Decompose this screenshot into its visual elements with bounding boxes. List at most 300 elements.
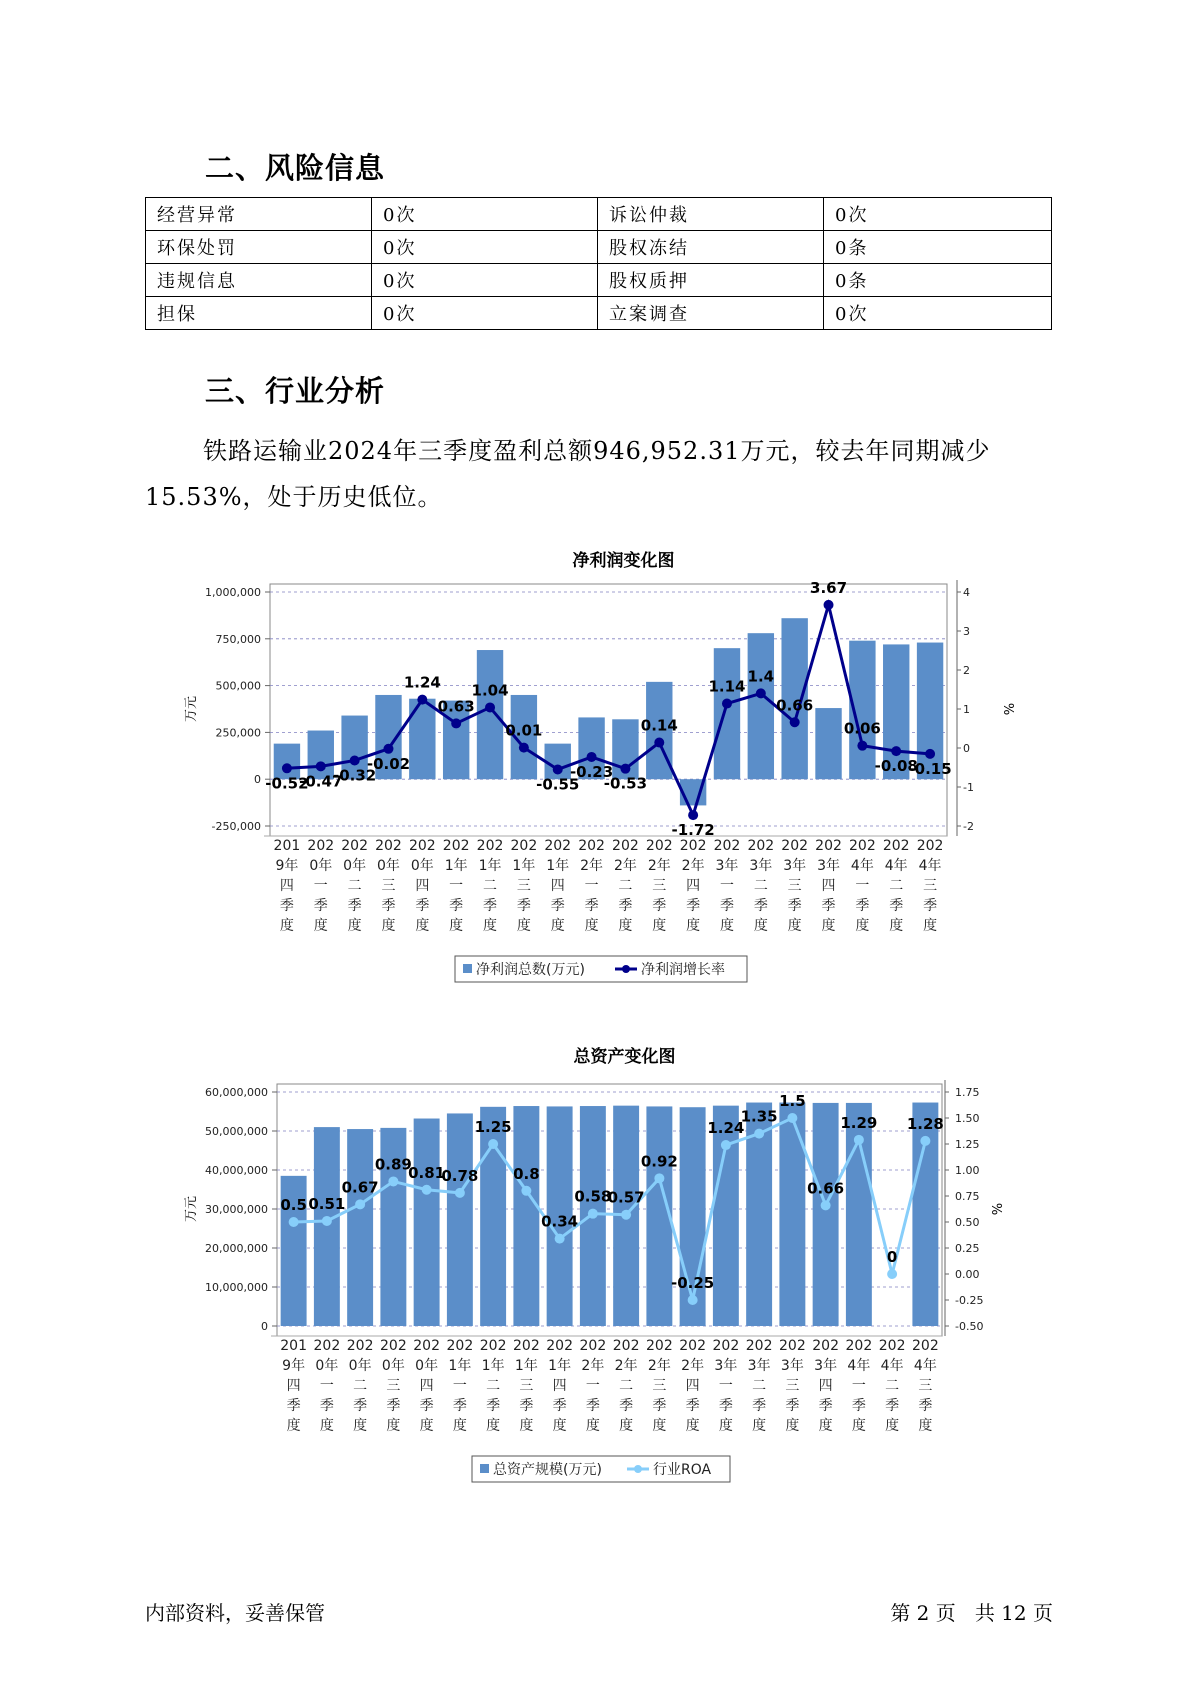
- data-label: 0: [886, 1248, 898, 1266]
- bar: [314, 1127, 340, 1326]
- y2-tick-label: 0.25: [955, 1242, 980, 1255]
- line-point: [383, 744, 393, 754]
- data-label: 0.67: [341, 1178, 379, 1197]
- x-tick-label: [883, 838, 910, 934]
- x-tick-label-line: 季: [519, 1398, 534, 1414]
- y2-tick-label: 0.00: [955, 1268, 980, 1281]
- x-tick-label-line: 202: [812, 1338, 839, 1354]
- x-tick-label-line: 季: [381, 898, 396, 914]
- data-label: 1.24: [403, 673, 441, 692]
- x-tick-label-line: 0年: [348, 1358, 372, 1374]
- x-tick-label-line: 季: [619, 1398, 634, 1414]
- x-tick-label-line: 0年: [309, 858, 333, 874]
- x-tick-label-line: 一: [719, 878, 734, 894]
- x-tick-label-line: 3年: [714, 1358, 738, 1374]
- x-tick-label-line: 四: [419, 1378, 434, 1394]
- x-tick-label-line: 3年: [749, 858, 773, 874]
- x-tick-label-line: 4年: [884, 858, 908, 874]
- table-cell: 经营异常: [146, 198, 372, 231]
- data-label: 0.58: [574, 1187, 612, 1206]
- data-label: -0.15: [908, 759, 952, 778]
- x-tick-label-line: 季: [486, 1398, 501, 1414]
- legend-bar-swatch: [463, 964, 472, 973]
- x-tick-label-line: 二: [885, 1378, 900, 1394]
- x-tick-label-line: 度: [785, 1418, 800, 1434]
- line-point: [388, 1176, 398, 1186]
- x-tick-label-line: 202: [612, 838, 639, 854]
- line-point: [688, 810, 698, 820]
- line-point: [721, 1140, 731, 1150]
- x-tick-label-line: 度: [286, 1418, 301, 1434]
- x-tick-label-line: 3年: [715, 858, 739, 874]
- x-tick-label: [511, 838, 538, 934]
- y-tick-label: 60,000,000: [205, 1086, 268, 1099]
- industry-section-title: 三、行业分析: [205, 374, 386, 408]
- x-tick-label-line: 0年: [415, 1358, 439, 1374]
- x-tick-label-line: 1年: [444, 858, 468, 874]
- y2-tick-label: 1.25: [955, 1138, 980, 1151]
- data-label: 1.25: [474, 1118, 512, 1136]
- legend: [472, 1456, 730, 1482]
- line-point: [887, 1269, 897, 1279]
- x-tick-label-line: 202: [878, 1338, 906, 1354]
- x-tick-label: [513, 1338, 540, 1434]
- table-cell: 0次: [372, 297, 598, 330]
- x-tick-label-line: 三: [516, 878, 531, 894]
- x-tick-label-line: 二: [347, 878, 362, 894]
- x-tick-label-line: 度: [516, 918, 531, 934]
- x-tick-label-line: 度: [483, 918, 498, 934]
- x-tick-label-line: 3年: [780, 1358, 804, 1374]
- line-point: [620, 764, 630, 774]
- x-tick-label: [917, 838, 944, 934]
- x-tick-label-line: 202: [544, 838, 572, 854]
- x-tick-label-line: 202: [916, 838, 944, 854]
- x-tick-label-line: 四: [552, 1378, 567, 1394]
- x-tick-label-line: 202: [341, 838, 368, 854]
- x-tick-label-line: 二: [486, 1378, 501, 1394]
- y2-axis-label: %: [1000, 702, 1015, 716]
- x-tick-label-line: 季: [319, 1398, 334, 1414]
- data-label: -0.55: [536, 775, 580, 794]
- data-label: 0.78: [441, 1166, 479, 1185]
- line-point: [824, 600, 834, 610]
- x-tick-label-line: 202: [380, 1338, 407, 1354]
- x-tick-label-line: 季: [785, 1398, 800, 1414]
- data-label: -0.32: [333, 766, 377, 785]
- data-label: 0.89: [374, 1155, 412, 1174]
- x-tick-label-line: 202: [781, 838, 809, 854]
- bar: [414, 1119, 440, 1326]
- line-point: [350, 755, 360, 765]
- x-tick-label: [413, 1338, 440, 1434]
- x-tick-label-line: 度: [353, 1418, 368, 1434]
- data-label: 1.04: [471, 681, 509, 700]
- line-point: [355, 1199, 365, 1209]
- x-tick-label-line: 度: [552, 1418, 567, 1434]
- bar: [477, 650, 503, 779]
- plot-frame: [270, 584, 947, 836]
- x-tick-label-line: 季: [279, 898, 294, 914]
- x-tick-label-line: 四: [818, 1378, 833, 1394]
- x-tick-label: [280, 1338, 307, 1434]
- x-tick-label: [443, 838, 470, 934]
- footer-right: 第 2 页 共 12 页: [890, 1601, 1053, 1625]
- x-tick-label: [646, 1338, 673, 1434]
- x-tick-label-line: 202: [712, 1338, 740, 1354]
- y2-tick-label: -0.50: [955, 1320, 984, 1333]
- x-tick-label-line: 1年: [512, 858, 536, 874]
- x-tick-label: [779, 1338, 806, 1434]
- x-tick-label: [713, 1338, 740, 1434]
- x-tick-label-line: 2年: [581, 1358, 605, 1374]
- x-tick-label-line: 季: [452, 1398, 467, 1414]
- x-tick-label-line: 度: [415, 918, 430, 934]
- x-tick-label-line: 1年: [514, 1358, 538, 1374]
- x-tick-label-line: 季: [386, 1398, 401, 1414]
- x-tick-label-line: 二: [353, 1378, 368, 1394]
- table-cell: 0次: [824, 198, 1052, 231]
- line-point: [654, 738, 664, 748]
- x-tick-label-line: 季: [618, 898, 633, 914]
- data-label: 0.14: [640, 716, 678, 735]
- x-tick-label: [409, 838, 436, 934]
- x-tick-label-line: 2年: [580, 858, 604, 874]
- x-tick-label-line: 季: [851, 1398, 866, 1414]
- x-tick-label-line: 度: [851, 1418, 866, 1434]
- line-point: [485, 702, 495, 712]
- x-tick-label-line: 202: [476, 838, 504, 854]
- x-tick-label-line: 季: [286, 1398, 301, 1414]
- x-tick-label: [480, 1338, 507, 1434]
- x-tick-label-line: 度: [319, 1418, 334, 1434]
- x-tick-label-line: 三: [652, 1378, 667, 1394]
- x-tick-label-line: 三: [785, 1378, 800, 1394]
- x-tick-label-line: 202: [849, 838, 876, 854]
- x-tick-label-line: 季: [821, 898, 836, 914]
- legend-bar-label: 总资产规模(万元): [493, 1462, 602, 1478]
- x-tick-label-line: 一: [584, 878, 599, 894]
- y-tick-label: 250,000: [215, 726, 261, 740]
- data-label: 0.92: [640, 1152, 678, 1171]
- x-tick-label-line: 2年: [681, 1358, 705, 1374]
- table-row: [146, 297, 1052, 330]
- y-tick-label: -250,000: [211, 820, 261, 833]
- x-tick-label-line: 季: [449, 898, 464, 914]
- y2-tick-label: 1.75: [955, 1086, 980, 1099]
- x-tick-label-line: 季: [552, 1398, 567, 1414]
- x-tick-label-line: 202: [612, 1338, 640, 1354]
- legend: [455, 956, 747, 982]
- x-tick-label-line: 度: [419, 1418, 434, 1434]
- data-label: 0.81: [408, 1163, 446, 1182]
- x-tick-label: [747, 838, 774, 934]
- x-tick-label-line: 季: [918, 1398, 933, 1414]
- x-tick-label-line: 季: [923, 898, 938, 914]
- x-tick-label: [812, 1338, 839, 1434]
- x-tick-label-line: 一: [585, 1378, 600, 1394]
- x-tick-label-line: 0年: [315, 1358, 339, 1374]
- bar: [447, 1113, 473, 1326]
- x-tick-label-line: 9年: [275, 858, 299, 874]
- x-tick-label-line: 一: [313, 878, 328, 894]
- x-tick-label-line: 202: [446, 1338, 474, 1354]
- y-tick-label: 40,000,000: [205, 1164, 268, 1177]
- data-label: -0.25: [671, 1274, 715, 1292]
- y2-tick-label: 1.00: [955, 1164, 980, 1177]
- x-tick-label-line: 0年: [343, 858, 367, 874]
- x-tick-label: [781, 838, 808, 934]
- data-label: 0.57: [607, 1188, 645, 1207]
- table-cell: 0次: [824, 297, 1052, 330]
- x-tick-label-line: 202: [645, 838, 673, 854]
- x-tick-label-line: 202: [845, 1338, 873, 1354]
- y-axis-label: 万元: [184, 695, 199, 723]
- x-tick-label-line: 1年: [481, 1358, 505, 1374]
- x-tick-label-line: 季: [855, 898, 870, 914]
- y2-tick-label: 1: [963, 703, 970, 716]
- x-tick-label: [849, 838, 876, 934]
- x-tick-label-line: 一: [851, 1378, 866, 1394]
- x-tick-label: [274, 838, 301, 934]
- x-tick-label-line: 202: [579, 1338, 607, 1354]
- y-tick-label: 0: [261, 1320, 268, 1333]
- x-tick-label-line: 201: [273, 838, 301, 854]
- x-tick-label: [612, 838, 639, 934]
- x-tick-label-line: 季: [787, 898, 802, 914]
- x-tick-label-line: 202: [882, 838, 910, 854]
- data-label: 0.8: [513, 1164, 540, 1183]
- x-tick-label-line: 一: [718, 1378, 733, 1394]
- x-tick-label-line: 度: [347, 918, 362, 934]
- risk-section-title: 二、风险信息: [205, 151, 386, 185]
- x-tick-label-line: 二: [619, 1378, 634, 1394]
- x-tick-label-line: 0年: [410, 858, 434, 874]
- x-tick-label-line: 1年: [448, 1358, 472, 1374]
- x-tick-label-line: 季: [353, 1398, 368, 1414]
- y-axis-label: 万元: [184, 1195, 199, 1223]
- line-point: [289, 1217, 299, 1227]
- x-tick-label: [680, 838, 707, 934]
- x-tick-label-line: 二: [889, 878, 904, 894]
- x-tick-label-line: 3年: [817, 858, 840, 874]
- x-tick-label-line: 度: [618, 918, 633, 934]
- x-tick-label-line: 度: [889, 918, 904, 934]
- x-tick-label-line: 202: [510, 838, 538, 854]
- x-tick-label-line: 3年: [814, 1358, 838, 1374]
- x-tick-label-line: 三: [923, 878, 938, 894]
- x-tick-label-line: 季: [752, 1398, 767, 1414]
- bar: [713, 1106, 739, 1326]
- line-point: [821, 1200, 831, 1210]
- x-tick-label: [347, 1338, 374, 1434]
- x-tick-label-line: 季: [885, 1398, 900, 1414]
- legend-line-label: 净利润增长率: [641, 962, 725, 978]
- x-tick-label-line: 度: [386, 1418, 401, 1434]
- x-tick-label-line: 度: [855, 918, 870, 934]
- x-tick-label-line: 2年: [613, 858, 637, 874]
- x-tick-label: [815, 838, 842, 934]
- line-point: [451, 718, 461, 728]
- x-tick-label-line: 季: [652, 898, 667, 914]
- line-point: [722, 699, 732, 709]
- line-point: [417, 695, 427, 705]
- x-tick-label-line: 二: [752, 1378, 767, 1394]
- table-cell: 立案调查: [598, 297, 824, 330]
- x-tick-label-line: 度: [449, 918, 464, 934]
- line-point: [521, 1186, 531, 1196]
- x-tick-label-line: 季: [889, 898, 904, 914]
- x-tick-label-line: 季: [419, 1398, 434, 1414]
- y-tick-label: 50,000,000: [205, 1125, 268, 1138]
- line-point: [422, 1185, 432, 1195]
- x-tick-label-line: 季: [313, 898, 328, 914]
- x-tick-label-line: 度: [752, 1418, 767, 1434]
- x-tick-label-line: 202: [815, 838, 842, 854]
- x-tick-label-line: 季: [550, 898, 565, 914]
- x-tick-label-line: 4年: [880, 1358, 904, 1374]
- line-point: [920, 1136, 930, 1146]
- x-tick-label-line: 3年: [747, 1358, 771, 1374]
- x-tick-label-line: 三: [519, 1378, 534, 1394]
- data-label: 0.06: [843, 719, 881, 738]
- x-tick-label-line: 202: [679, 1338, 706, 1354]
- table-cell: 诉讼仲裁: [598, 198, 824, 231]
- x-tick-label: [879, 1338, 906, 1434]
- legend-line-label: 行业ROA: [653, 1462, 712, 1478]
- x-tick-label-line: 202: [313, 1338, 341, 1354]
- line-point: [925, 749, 935, 759]
- x-tick-label-line: 2年: [614, 1358, 638, 1374]
- x-tick-label-line: 二: [753, 878, 768, 894]
- data-label: 1.29: [840, 1113, 878, 1132]
- x-tick-label-line: 202: [408, 838, 436, 854]
- x-tick-label-line: 202: [375, 838, 402, 854]
- y-tick-label: 0: [254, 773, 261, 787]
- x-tick-label-line: 二: [618, 878, 633, 894]
- y-tick-label: 1,000,000: [205, 586, 261, 599]
- x-tick-label-line: 季: [818, 1398, 833, 1414]
- table-cell: 环保处罚: [146, 231, 372, 264]
- line-point: [322, 1216, 332, 1226]
- y-tick-label: 10,000,000: [205, 1281, 268, 1294]
- line-point: [790, 717, 800, 727]
- y2-tick-label: 0.75: [955, 1190, 980, 1203]
- line-point: [587, 752, 597, 762]
- risk-info-table: [145, 197, 1052, 330]
- x-tick-label-line: 202: [442, 838, 470, 854]
- x-tick-label-line: 四: [415, 878, 430, 894]
- table-cell: 0次: [372, 264, 598, 297]
- table-cell: 股权质押: [598, 264, 824, 297]
- y-tick-label: 500,000: [215, 679, 261, 693]
- x-tick-label-line: 9年: [282, 1358, 306, 1374]
- data-label: -0.47: [299, 772, 343, 791]
- x-tick-label: [613, 1338, 640, 1434]
- x-tick-label-line: 度: [719, 918, 734, 934]
- x-tick-label-line: 202: [646, 1338, 673, 1354]
- data-label: 1.14: [708, 677, 746, 696]
- legend-line-marker: [622, 965, 630, 973]
- x-tick-label-line: 4年: [913, 1358, 937, 1374]
- footer-left: 内部资料，妥善保管: [145, 1601, 325, 1625]
- x-tick-label-line: 2年: [681, 858, 705, 874]
- line-point: [688, 1295, 698, 1305]
- x-tick-label-line: 度: [279, 918, 294, 934]
- x-tick-label-line: 0年: [381, 1358, 405, 1374]
- x-tick-label-line: 1年: [546, 858, 570, 874]
- line-point: [455, 1188, 465, 1198]
- x-tick-label-line: 一: [319, 1378, 334, 1394]
- data-label: 1.28: [906, 1114, 944, 1133]
- x-tick-label: [746, 1338, 773, 1434]
- x-tick-label-line: 三: [386, 1378, 401, 1394]
- x-tick-label-line: 四: [286, 1378, 301, 1394]
- data-label: -0.02: [366, 754, 411, 773]
- x-tick-label-line: 季: [585, 1398, 600, 1414]
- y-tick-label: 750,000: [215, 632, 261, 646]
- x-tick-label-line: 202: [779, 1338, 806, 1354]
- y2-tick-label: -2: [963, 820, 974, 833]
- x-tick-label-line: 三: [787, 878, 802, 894]
- x-tick-label-line: 3年: [783, 858, 807, 874]
- table-cell: 违规信息: [146, 264, 372, 297]
- x-tick-label: [544, 838, 571, 934]
- data-label: 1.5: [779, 1092, 806, 1110]
- x-tick-label-line: 四: [686, 878, 701, 894]
- x-tick-label-line: 度: [452, 1418, 467, 1434]
- x-tick-label-line: 三: [381, 878, 396, 894]
- y2-tick-label: 0.50: [955, 1216, 980, 1229]
- x-tick-label-line: 季: [652, 1398, 667, 1414]
- y-tick-label: 30,000,000: [205, 1203, 268, 1216]
- data-label: 1.24: [707, 1119, 745, 1138]
- table-cell: 0条: [824, 264, 1052, 297]
- x-tick-label-line: 四: [279, 878, 294, 894]
- data-label: 3.67: [810, 578, 848, 597]
- data-label: 0.5: [280, 1196, 307, 1214]
- y2-tick-label: 1.50: [955, 1112, 980, 1125]
- table-cell: 0次: [372, 198, 598, 231]
- x-tick-label-line: 三: [652, 878, 667, 894]
- x-tick-label-line: 4年: [850, 858, 874, 874]
- x-tick-label: [447, 1338, 474, 1434]
- x-tick-label-line: 季: [753, 898, 768, 914]
- line-point: [555, 1234, 565, 1244]
- x-tick-label-line: 度: [519, 1418, 534, 1434]
- line-point: [787, 1113, 797, 1123]
- x-tick-label-line: 度: [923, 918, 938, 934]
- x-tick-label-line: 三: [918, 1378, 933, 1394]
- total-assets-chart: [0, 1040, 1191, 1510]
- data-label: 0.51: [308, 1194, 346, 1213]
- legend-bar-label: 净利润总数(万元): [476, 962, 585, 978]
- bar: [714, 648, 740, 779]
- x-tick-label: [307, 838, 334, 934]
- data-label: 0.66: [776, 696, 814, 715]
- x-tick-label: [477, 838, 504, 934]
- x-tick-label: [375, 838, 402, 934]
- x-tick-label: [546, 1338, 573, 1434]
- data-label: -0.52: [265, 774, 309, 793]
- x-tick-label-line: 202: [912, 1338, 939, 1354]
- x-tick-label: [580, 1338, 607, 1434]
- y-tick-label: 20,000,000: [205, 1242, 268, 1255]
- x-tick-label-line: 度: [652, 1418, 667, 1434]
- x-tick-label-line: 季: [483, 898, 498, 914]
- x-tick-label-line: 202: [413, 1338, 440, 1354]
- x-tick-label-line: 度: [550, 918, 565, 934]
